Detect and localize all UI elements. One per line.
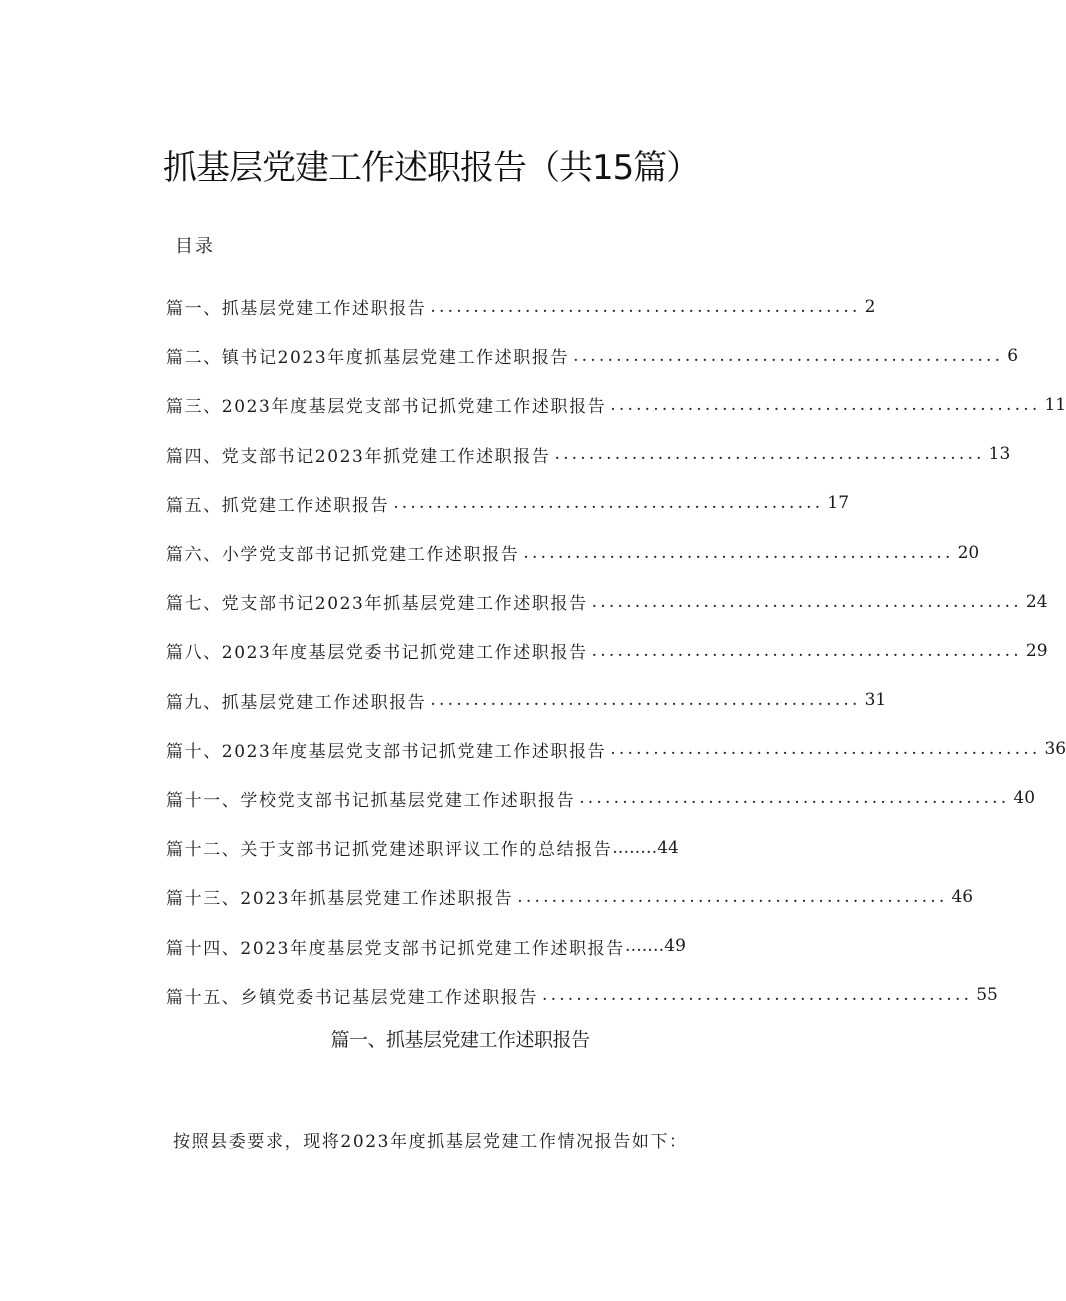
toc-entry[interactable] [166,823,766,872]
toc-dot-leader: .................................................. [517,886,948,907]
toc-dot-leader: .................................................. [610,739,1041,760]
toc-entry[interactable] [166,282,876,331]
toc-dot-leader: ….… [624,936,665,957]
toc-entry[interactable] [166,626,1048,675]
toc-entry[interactable] [166,577,1048,626]
table-of-contents [166,282,1066,1020]
toc-dot-leader: .................................................. [579,788,1010,809]
toc-entry[interactable] [166,528,980,577]
toc-entry-title: 篇十二、关于支部书记抓党建述职评议工作的总结报告 [166,840,613,861]
toc-page-number: 40 [1013,788,1036,809]
document-title: 抓基层党建工作述职报告（共15篇） [163,148,700,188]
toc-page-number: 49 [664,936,686,957]
toc-dot-leader: .................................................. [430,296,861,317]
toc-entry[interactable] [166,430,1011,479]
toc-dot-leader: .................................................. [591,640,1022,661]
toc-dot-leader: .................................................. [523,542,954,563]
toc-dot-leader: .................................................. [393,493,824,514]
toc-entry[interactable] [166,331,1019,380]
toc-entry-title: 篇九、抓基层党建工作述职报告 [166,692,427,713]
toc-page-number: 20 [957,542,980,563]
toc-dot-leader: .................................................. [573,345,1004,366]
toc-entry-title: 篇十、2023年度基层党支部书记抓党建工作述职报告 [166,741,607,762]
toc-entry[interactable] [166,921,766,970]
section-heading: 篇一、抓基层党建工作述职报告 [330,1029,590,1051]
toc-dot-leader: .................................................. [554,444,985,465]
toc-dot-leader: .................................................. [430,690,861,711]
toc-page-number: 11 [1044,394,1066,415]
toc-page-number: 6 [1007,345,1019,366]
toc-page-number: 24 [1025,591,1048,612]
toc-dot-leader: .….… [612,837,658,858]
toc-dot-leader: .................................................. [542,985,973,1006]
toc-entry-title: 篇八、2023年度基层党委书记抓党建工作述职报告 [166,643,588,664]
toc-entry-title: 篇七、党支部书记2023年抓基层党建工作述职报告 [166,594,588,615]
toc-entry-title: 篇二、镇书记2023年度抓基层党建工作述职报告 [166,348,570,369]
body-paragraph: 按照县委要求，现将2023年度抓基层党建工作情况报告如下： [173,1132,688,1152]
toc-page-number: 46 [951,886,974,907]
toc-page-number: 36 [1044,739,1066,760]
toc-page-number: 44 [657,837,679,858]
toc-page-number: 17 [827,493,850,514]
toc-dot-leader: .................................................. [591,591,1022,612]
toc-entry[interactable] [166,971,998,1020]
toc-entry-title: 篇十一、学校党支部书记抓基层党建工作述职报告 [166,790,576,811]
toc-entry-title: 篇四、党支部书记2023年抓党建工作述职报告 [166,446,551,467]
toc-entry[interactable] [166,380,1066,429]
toc-entry-title: 篇五、抓党建工作述职报告 [166,495,390,516]
toc-entry-title: 篇三、2023年度基层党支部书记抓党建工作述职报告 [166,397,607,418]
toc-entry[interactable] [166,872,974,921]
toc-entry-title: 篇十三、2023年抓基层党建工作述职报告 [166,889,514,910]
toc-entry[interactable] [166,774,1036,823]
toc-page-number: 2 [864,296,876,317]
toc-heading: 目录 [175,236,215,257]
toc-dot-leader: .................................................. [610,394,1041,415]
toc-page-number: 55 [976,985,998,1006]
toc-entry[interactable] [166,725,1066,774]
toc-entry[interactable] [166,479,850,528]
toc-page-number: 29 [1025,640,1048,661]
toc-page-number: 31 [864,690,887,711]
toc-entry-title: 篇六、小学党支部书记抓党建工作述职报告 [166,545,520,566]
toc-entry[interactable] [166,676,887,725]
toc-entry-title: 篇一、抓基层党建工作述职报告 [166,299,427,320]
toc-entry-title: 篇十五、乡镇党委书记基层党建工作述职报告 [166,987,538,1008]
toc-entry-title: 篇十四、2023年度基层党支部书记抓党建工作述职报告 [166,938,625,959]
toc-page-number: 13 [988,444,1011,465]
